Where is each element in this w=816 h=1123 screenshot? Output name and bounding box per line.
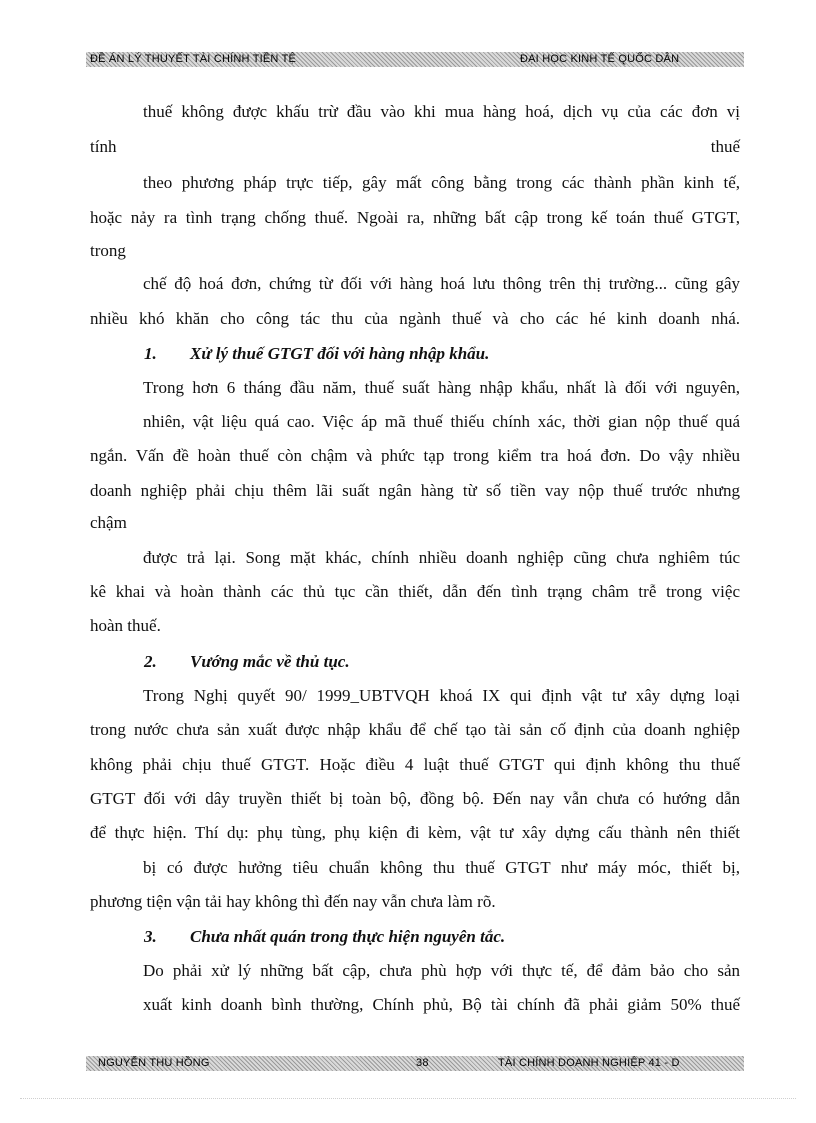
body-line: bị có được hưởng tiêu chuẩn không thu thuế GTGT như máy móc, thiết bị, xyxy=(143,858,740,877)
body-line: hoàn thuế. xyxy=(90,616,161,635)
section-number: 3. xyxy=(144,927,157,946)
section-title: Xử lý thuế GTGT đối với hàng nhập khẩu. xyxy=(190,344,490,363)
body-line: thuế không được khấu trừ đầu vào khi mua hàng hoá, dịch vụ của các đơn vị xyxy=(143,102,740,121)
section-title: Chưa nhất quán trong thực hiện nguyên tắc. xyxy=(190,927,506,946)
body-line: Do phải xử lý những bất cập, chưa phù hợp với thực tế, để đảm bảo cho sản xyxy=(143,961,740,980)
footer-class: TÀI CHÍNH DOANH NGHIỆP 41 - D xyxy=(498,1057,680,1069)
body-line: trong xyxy=(90,241,126,260)
header-right-title: ĐẠI HỌC KINH TẾ QUỐC DÂN xyxy=(520,53,680,65)
body-line: phương tiện vận tải hay không thì đến nay vẫn chưa làm rõ. xyxy=(90,892,496,911)
body-line: nhiên, vật liệu quá cao. Việc áp mã thuế thiếu chính xác, thời gian nộp thuế quá xyxy=(143,412,740,431)
section-number: 1. xyxy=(144,344,157,363)
body-line: chậm xyxy=(90,513,127,532)
body-word: thuế xyxy=(710,137,740,156)
section-number: 2. xyxy=(144,652,157,671)
body-line: không phải chịu thuế GTGT. Hoặc điều 4 luật thuế GTGT qui định không thu thuế xyxy=(90,755,740,774)
page-footer xyxy=(86,1056,744,1071)
body-line: ngắn. Vấn đề hoàn thuế còn chậm và phức tạp trong kiểm tra hoá đơn. Do vậy nhiều xyxy=(90,446,740,465)
body-line: được trả lại. Song mặt khác, chính nhiều doanh nghiệp cũng chưa nghiêm túc xyxy=(143,548,740,567)
footer-author: NGUYỄN THU HỒNG xyxy=(98,1057,210,1069)
body-word: tính xyxy=(90,137,117,156)
body-line: trong nước chưa sản xuất được nhập khẩu để chế tạo tài sản cố định của doanh nghiệp xyxy=(90,720,740,739)
bottom-divider xyxy=(20,1098,796,1099)
body-line: Trong Nghị quyết 90/ 1999_UBTVQH khoá IX qui định vật tư xây dựng loại xyxy=(143,686,740,705)
body-line: GTGT đối với dây truyền thiết bị toàn bộ, đồng bộ. Đến nay vẫn chưa có hướng dẫn xyxy=(90,789,740,808)
body-line: chế độ hoá đơn, chứng từ đối với hàng hoá lưu thông trên thị trường... cũng gây xyxy=(143,274,740,293)
body-line: theo phương pháp trực tiếp, gây mất công bằng trong các thành phần kinh tế, xyxy=(143,173,740,192)
section-title: Vướng mắc về thủ tục. xyxy=(190,652,350,671)
body-line: để thực hiện. Thí dụ: phụ tùng, phụ kiện đi kèm, vật tư xây dựng cấu thành nên thiết xyxy=(90,823,740,842)
body-line: kê khai và hoàn thành các thủ tục cần thiết, dẫn đến tình trạng châm trễ trong việc xyxy=(90,582,740,601)
page-number: 38 xyxy=(416,1057,429,1069)
body-line: nhiều khó khăn cho công tác thu của ngành thuế và cho các hé kinh doanh nhá. xyxy=(90,309,740,328)
header-left-title: ĐỀ ÁN LÝ THUYẾT TÀI CHÍNH TIỀN TỆ xyxy=(90,53,297,65)
body-line: doanh nghiệp phải chịu thêm lãi suất ngân hàng từ số tiền vay nộp thuế trước nhưng xyxy=(90,481,740,500)
body-line: hoặc nảy ra tình trạng chống thuế. Ngoài ra, những bất cập trong kế toán thuế GTGT, xyxy=(90,208,740,227)
body-line: xuất kinh doanh bình thường, Chính phủ, Bộ tài chính đã phải giảm 50% thuế xyxy=(143,995,740,1014)
body-line: Trong hơn 6 tháng đầu năm, thuế suất hàng nhập khẩu, nhất là đối với nguyên, xyxy=(143,378,740,397)
page-header xyxy=(86,52,744,67)
